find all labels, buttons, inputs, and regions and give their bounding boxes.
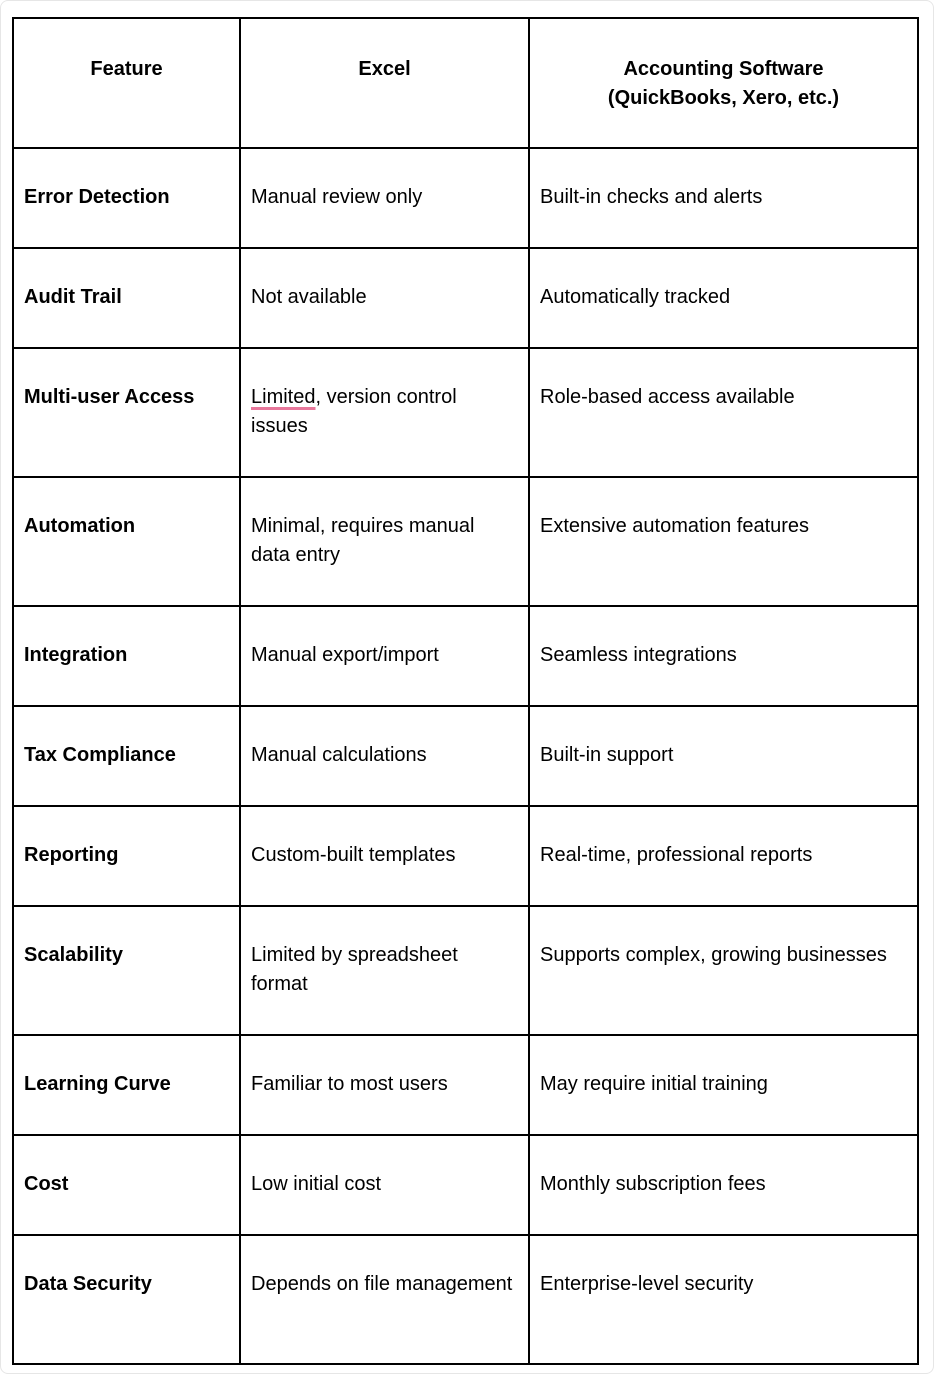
excel-cell-text: , version control issues (251, 386, 457, 437)
header-accounting-software-line1: Accounting Software (623, 58, 824, 80)
table-header-row (13, 18, 918, 148)
feature-cell: Multi-user Access (13, 348, 240, 477)
comparison-table (12, 17, 919, 1365)
table-row (13, 348, 918, 477)
excel-cell (240, 348, 529, 477)
software-cell: Extensive automation features (529, 477, 918, 606)
table-row (13, 1035, 918, 1135)
table-row (13, 477, 918, 606)
header-excel: Excel (240, 18, 529, 148)
table-row (13, 1135, 918, 1235)
software-cell: Enterprise-level security (529, 1235, 918, 1364)
spellcheck-flagged-word[interactable]: Limited (251, 386, 316, 408)
feature-cell: Error Detection (13, 148, 240, 248)
software-cell: Real-time, professional reports (529, 806, 918, 906)
table-row (13, 806, 918, 906)
table-row (13, 248, 918, 348)
excel-cell: Not available (240, 248, 529, 348)
feature-cell: Reporting (13, 806, 240, 906)
software-cell: Automatically tracked (529, 248, 918, 348)
software-cell: May require initial training (529, 1035, 918, 1135)
excel-cell: Manual review only (240, 148, 529, 248)
software-cell: Supports complex, growing businesses (529, 906, 918, 1035)
excel-cell: Depends on file management (240, 1235, 529, 1364)
table-row (13, 148, 918, 248)
excel-cell: Custom-built templates (240, 806, 529, 906)
excel-cell: Manual export/import (240, 606, 529, 706)
feature-cell: Integration (13, 606, 240, 706)
software-cell: Monthly subscription fees (529, 1135, 918, 1235)
excel-cell: Manual calculations (240, 706, 529, 806)
software-cell: Built-in checks and alerts (529, 148, 918, 248)
header-accounting-software (529, 18, 918, 148)
feature-cell: Audit Trail (13, 248, 240, 348)
software-cell: Seamless integrations (529, 606, 918, 706)
feature-cell: Data Security (13, 1235, 240, 1364)
table-row (13, 606, 918, 706)
feature-cell: Cost (13, 1135, 240, 1235)
table-row (13, 1235, 918, 1364)
excel-cell: Low initial cost (240, 1135, 529, 1235)
feature-cell: Learning Curve (13, 1035, 240, 1135)
excel-cell: Familiar to most users (240, 1035, 529, 1135)
excel-cell: Minimal, requires manual data entry (240, 477, 529, 606)
feature-cell: Tax Compliance (13, 706, 240, 806)
feature-cell: Automation (13, 477, 240, 606)
excel-cell: Limited by spreadsheet format (240, 906, 529, 1035)
software-cell: Built-in support (529, 706, 918, 806)
feature-cell: Scalability (13, 906, 240, 1035)
header-feature: Feature (13, 18, 240, 148)
table-row (13, 706, 918, 806)
table-row (13, 906, 918, 1035)
header-accounting-software-line2: (QuickBooks, Xero, etc.) (607, 87, 840, 109)
software-cell: Role-based access available (529, 348, 918, 477)
